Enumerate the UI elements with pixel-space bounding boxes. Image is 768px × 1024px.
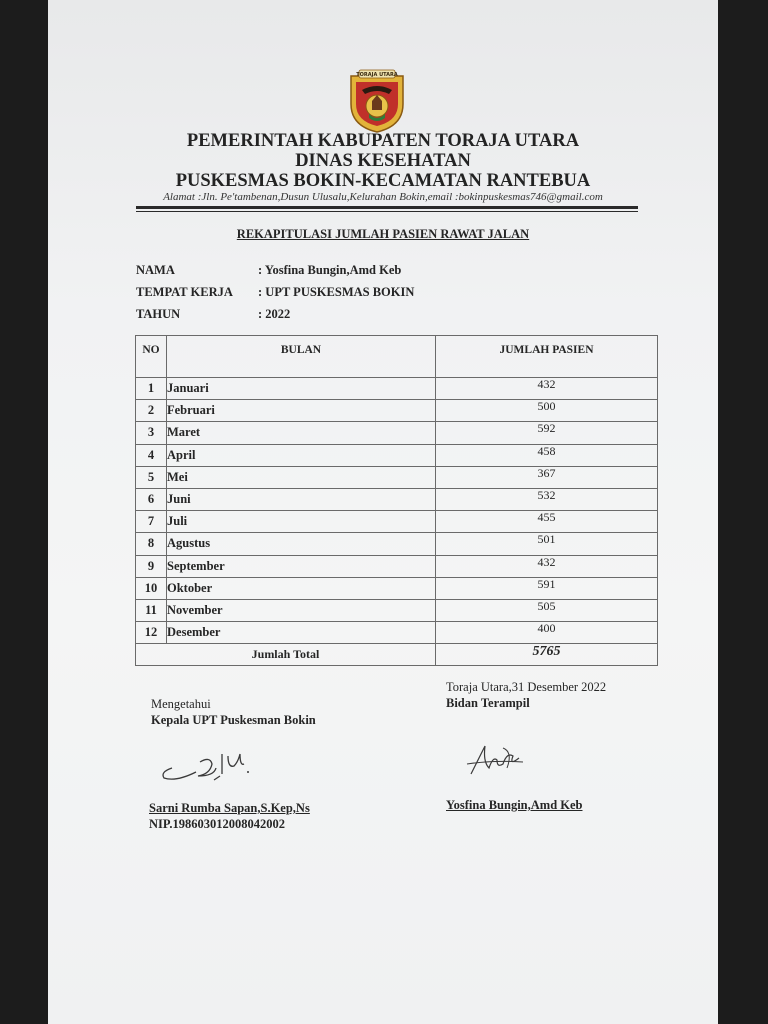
column-header-bulan: BULAN <box>167 336 436 378</box>
cell-no: 7 <box>136 511 167 533</box>
total-value: 5765 <box>436 644 658 666</box>
cell-jumlah: 432 <box>436 555 658 577</box>
info-label-nama: NAMA <box>136 263 175 277</box>
cell-no: 12 <box>136 622 167 644</box>
table-row <box>136 577 658 599</box>
header-department: DINAS KESEHATAN <box>295 151 471 171</box>
cell-no: 11 <box>136 599 167 621</box>
table-row <box>136 378 658 400</box>
cell-no: 9 <box>136 555 167 577</box>
cell-no: 6 <box>136 488 167 510</box>
document-title: REKAPITULASI JUMLAH PASIEN RAWAT JALAN <box>236 227 530 241</box>
document-page <box>48 0 718 1024</box>
cell-jumlah: 367 <box>436 466 658 488</box>
cell-no: 10 <box>136 577 167 599</box>
total-label: Jumlah Total <box>136 644 436 666</box>
info-value-tempat-kerja: : UPT PUSKESMAS BOKIN <box>258 285 415 299</box>
info-label-tahun: TAHUN <box>136 307 181 321</box>
header-divider-thin <box>136 211 638 212</box>
info-label-tempat-kerja: TEMPAT KERJA <box>136 285 233 299</box>
head-role: Kepala UPT Puskesman Bokin <box>151 713 316 727</box>
table-row <box>136 511 658 533</box>
table-row <box>136 533 658 555</box>
table-row <box>136 466 658 488</box>
head-nip: NIP.198603012008042002 <box>149 817 286 831</box>
midwife-signature <box>463 738 527 782</box>
cell-no: 4 <box>136 444 167 466</box>
cell-bulan: September <box>167 555 436 577</box>
column-header-jumlah: JUMLAH PASIEN <box>436 336 658 378</box>
cell-jumlah: 500 <box>436 400 658 422</box>
cell-bulan: November <box>167 599 436 621</box>
cell-jumlah: 458 <box>436 444 658 466</box>
table-header-row <box>136 336 658 378</box>
cell-bulan: Agustus <box>167 533 436 555</box>
logo-banner-text: TORAJA UTARA <box>356 72 398 79</box>
cell-bulan: Oktober <box>167 577 436 599</box>
header-divider-thick <box>136 206 638 209</box>
cell-jumlah: 591 <box>436 577 658 599</box>
cell-jumlah: 455 <box>436 511 658 533</box>
table-row <box>136 400 658 422</box>
place-date: Toraja Utara,31 Desember 2022 <box>446 680 607 694</box>
patient-recap-table <box>135 335 658 666</box>
cell-no: 5 <box>136 466 167 488</box>
cell-no: 2 <box>136 400 167 422</box>
cell-bulan: Juli <box>167 511 436 533</box>
acknowledged-label: Mengetahui <box>151 697 211 711</box>
table-row <box>136 622 658 644</box>
cell-bulan: Maret <box>167 422 436 444</box>
table-row <box>136 444 658 466</box>
table-row <box>136 599 658 621</box>
table-row <box>136 555 658 577</box>
header-address: Alamat :Jln. Pe'tambenan,Dusun Ulusalu,Kelurahan Bokin,email :bokinpuskesmas746@gmail.com <box>163 191 603 203</box>
cell-jumlah: 501 <box>436 533 658 555</box>
cell-jumlah: 592 <box>436 422 658 444</box>
cell-no: 8 <box>136 533 167 555</box>
info-value-nama: : Yosfina Bungin,Amd Keb <box>258 263 402 277</box>
midwife-role: Bidan Terampil <box>446 696 530 710</box>
cell-jumlah: 432 <box>436 378 658 400</box>
cell-bulan: Desember <box>167 622 436 644</box>
cell-jumlah: 400 <box>436 622 658 644</box>
cell-bulan: April <box>167 444 436 466</box>
cell-no: 1 <box>136 378 167 400</box>
info-value-tahun: : 2022 <box>258 307 291 321</box>
head-signature <box>154 744 260 784</box>
cell-bulan: Januari <box>167 378 436 400</box>
table-row <box>136 422 658 444</box>
cell-bulan: Februari <box>167 400 436 422</box>
cell-jumlah: 505 <box>436 599 658 621</box>
header-puskesmas: PUSKESMAS BOKIN-KECAMATAN RANTEBUA <box>175 171 591 191</box>
head-name: Sarni Rumba Sapan,S.Kep,Ns <box>149 801 310 815</box>
table-total-row <box>136 644 658 666</box>
cell-bulan: Juni <box>167 488 436 510</box>
cell-jumlah: 532 <box>436 488 658 510</box>
midwife-name: Yosfina Bungin,Amd Keb <box>446 798 583 812</box>
cell-bulan: Mei <box>167 466 436 488</box>
cell-no: 3 <box>136 422 167 444</box>
toraja-utara-emblem-icon <box>345 68 409 134</box>
header-government: PEMERINTAH KABUPATEN TORAJA UTARA <box>186 131 580 151</box>
table-row <box>136 488 658 510</box>
column-header-no: NO <box>136 336 167 378</box>
